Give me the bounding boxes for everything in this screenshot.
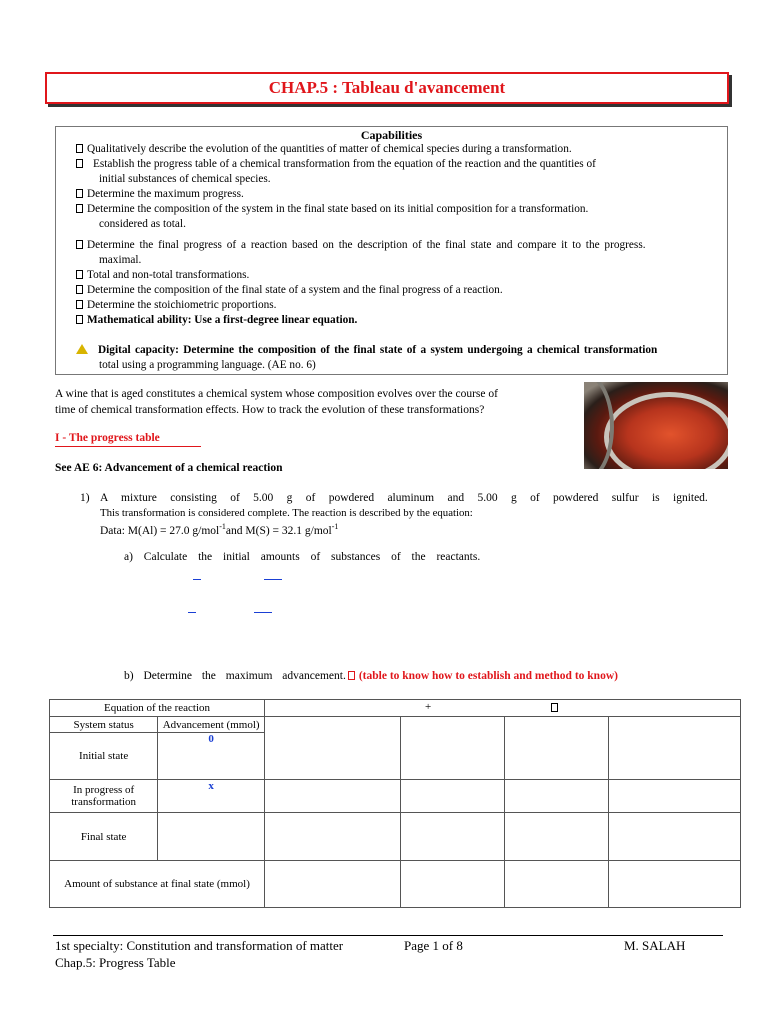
capability-item: Total and non-total transformations. <box>76 269 249 281</box>
barrel-rim <box>604 392 728 469</box>
capability-item: Determine the composition of the system in the final state based on its initial composition for a transformation. <box>76 203 588 215</box>
intro-line-1: A wine that is aged constitutes a chemical system whose composition evolves over the course of <box>55 388 498 400</box>
capability-item: Establish the progress table of a chemical transformation from the equation of the reaction and the quantities of <box>76 158 596 170</box>
checkbox-icon <box>76 189 83 198</box>
capability-item: Determine the stoichiometric proportions. <box>76 299 277 311</box>
question-number: 1) <box>80 492 90 504</box>
section-heading: I - The progress table <box>55 432 160 444</box>
answer-dash <box>193 579 201 580</box>
capability-item: Qualitatively describe the evolution of the quantities of matter of chemical species during a transformation. <box>76 143 572 155</box>
answer-dash <box>264 579 282 580</box>
checkbox-icon <box>76 240 83 249</box>
question-1-line-1: A mixture consisting of 5.00 g of powdered aluminum and 5.00 g of powdered sulfur is ignited. <box>100 492 708 504</box>
footer-left: 1st specialty: Constitution and transformation of matter <box>55 938 344 953</box>
table-row <box>50 717 741 733</box>
capability-item-cont: maximal. <box>99 254 142 266</box>
table-row <box>50 780 741 813</box>
checkbox-icon <box>348 671 355 680</box>
row-label: In progress of transformation <box>50 780 158 813</box>
page-title: CHAP.5 : Tableau d'avancement <box>268 78 506 97</box>
footer-chapter: Chap.5: Progress Table <box>55 955 176 970</box>
row-label: Amount of substance at final state (mmol) <box>50 861 265 908</box>
checkbox-icon <box>76 144 83 153</box>
see-ae-heading: See AE 6: Advancement of a chemical reaction <box>55 462 283 474</box>
footer-author: M. SALAH <box>624 938 686 953</box>
title-box <box>45 72 729 104</box>
checkbox-icon <box>76 159 83 168</box>
question-1-data: Data: M(Al) = 27.0 g/mol$^{-1}$and M(S) = 32.1 g/mol$^{-1}$ <box>100 522 339 537</box>
row-label: Initial state <box>50 733 158 780</box>
capability-item: Determine the maximum progress. <box>76 188 244 200</box>
capability-item: Determine the final progress of a reaction based on the description of the final state and compare it to the progress. <box>76 239 646 251</box>
capability-item-cont: initial substances of chemical species. <box>99 173 271 185</box>
answer-dash <box>254 612 272 613</box>
question-1-line-2: This transformation is considered complete. The reaction is described by the equation: <box>100 507 473 519</box>
checkbox-icon <box>76 270 83 279</box>
intro-line-2: time of chemical transformation effects. How to track the evolution of these transformations? <box>55 404 485 416</box>
footer-divider <box>53 935 723 936</box>
section-underline <box>55 446 201 447</box>
digital-capacity: Digital capacity: Determine the composition of the final state of a system undergoing a chemical transformation <box>76 344 657 356</box>
equation-cell <box>265 700 741 717</box>
capabilities-heading: Capabilities <box>360 128 423 142</box>
table-row <box>50 813 741 861</box>
question-b: b) Determine the maximum advancement. (table to know how to establish and method to know) <box>124 670 618 682</box>
checkbox-icon <box>551 703 558 712</box>
footer-page: Page 1 of 8 <box>404 938 463 953</box>
checkbox-icon <box>76 285 83 294</box>
equation-label: Equation of the reaction <box>50 700 265 717</box>
answer-dash <box>188 612 196 613</box>
plus-sign: + <box>425 701 432 713</box>
progress-table <box>49 699 741 908</box>
capability-item: Mathematical ability: Use a first-degree linear equation. <box>76 314 357 326</box>
system-status-header: System status <box>50 717 158 733</box>
advancement-value: x <box>208 780 214 792</box>
warning-flask-icon <box>76 344 88 354</box>
capabilities-box <box>55 126 728 375</box>
table-row <box>50 861 741 908</box>
barrel-edge <box>584 382 614 469</box>
checkbox-icon <box>76 300 83 309</box>
capability-item-cont: considered as total. <box>99 218 186 230</box>
checkbox-icon <box>76 315 83 324</box>
question-a: a) Calculate the initial amounts of substances of the reactants. <box>124 551 481 563</box>
digital-capacity-cont: total using a programming language. (AE no. 6) <box>99 359 316 371</box>
wine-barrel-photo <box>584 382 728 469</box>
advancement-value: 0 <box>208 733 214 745</box>
advancement-header: Advancement (mmol) <box>158 717 265 733</box>
row-label: Final state <box>50 813 158 861</box>
table-row <box>50 700 741 717</box>
capability-item: Determine the composition of the final state of a system and the final progress of a reaction. <box>76 284 503 296</box>
checkbox-icon <box>76 204 83 213</box>
